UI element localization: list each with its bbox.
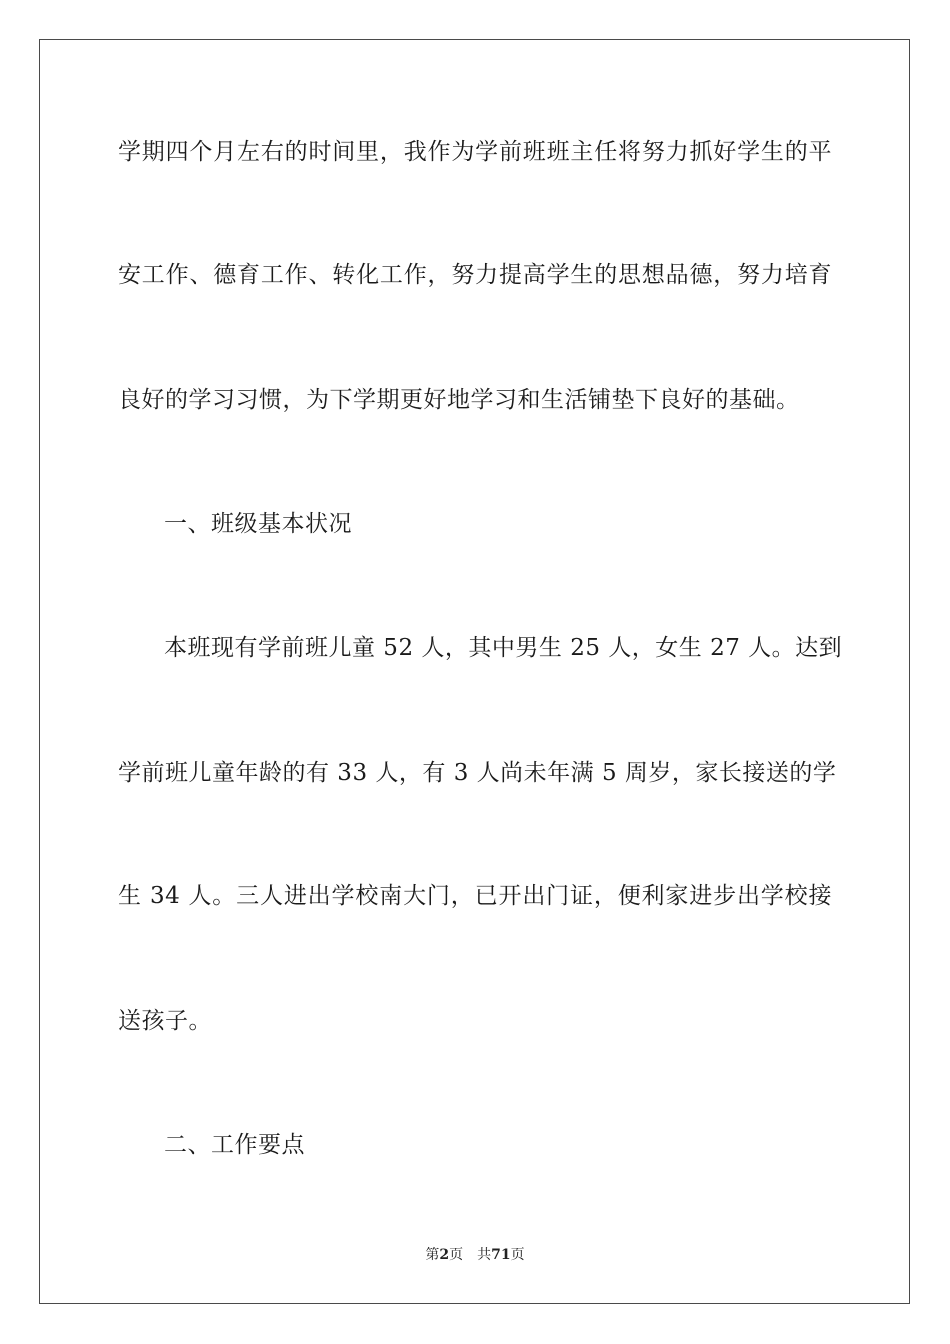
footer-page-suffix: 页 [449,1247,464,1263]
body-line-7: 送孩子。 [118,1008,212,1034]
body-line-2: 安工作、德育工作、转化工作，努力提高学生的思想品德，努力培育 [118,262,832,288]
page-footer [0,1245,950,1265]
body-line-4: 本班现有学前班儿童 52 人，其中男生 25 人，女生 27 人。达到 [164,635,843,661]
footer-total-prefix: 共 [477,1247,492,1263]
body-line-6: 生 34 人。三人进出学校南大门，已开出门证，便利家进步出学校接 [118,883,832,909]
section-heading-2: 二、工作要点 [164,1132,305,1158]
footer-total-suffix: 页 [510,1247,525,1263]
section-heading-1: 一、班级基本状况 [164,511,352,537]
footer-total-pages: 71 [491,1247,511,1263]
body-line-1: 学期四个月左右的时间里，我作为学前班班主任将努力抓好学生的平 [118,139,832,165]
page-border [39,39,910,1304]
footer-page-number: 2 [439,1247,450,1263]
body-line-5: 学前班儿童年龄的有 33 人，有 3 人尚未年满 5 周岁，家长接送的学 [118,760,837,786]
footer-page-prefix: 第 [425,1247,440,1263]
body-line-3: 良好的学习习惯，为下学期更好地学习和生活铺垫下良好的基础。 [118,387,800,413]
